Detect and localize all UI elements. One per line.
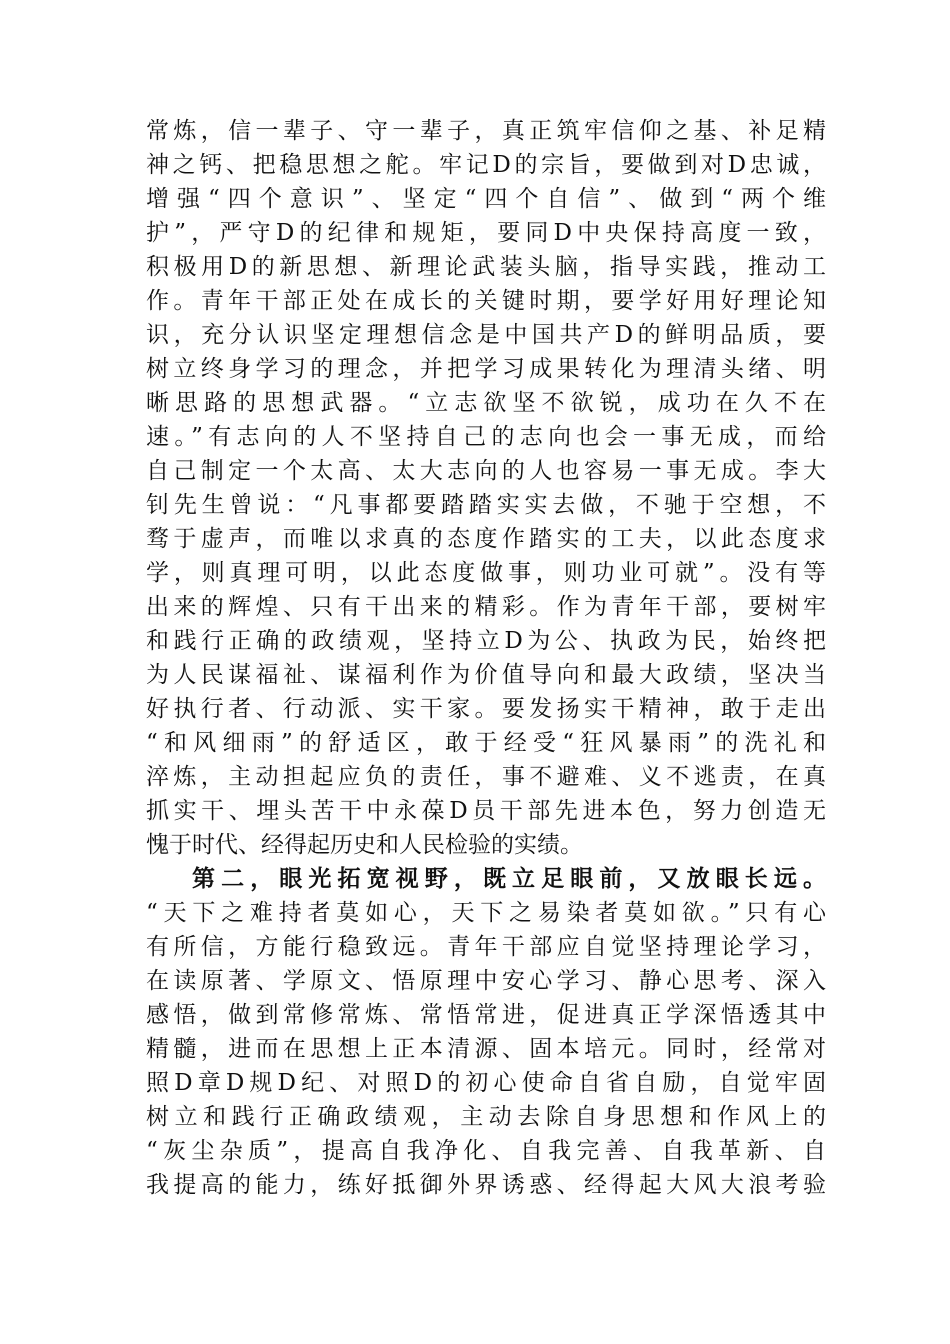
- text-line: 愧于时代、经得起历史和人民检验的实绩。: [146, 832, 583, 858]
- section-heading: 第二，眼光拓宽视野，既立足眼前，又放眼长远。: [192, 865, 826, 892]
- paragraph-1: [146, 114, 826, 862]
- text-line: 和践行正确的政绩观，坚持立D为公、执政为民，始终把: [146, 628, 826, 654]
- text-line: 在读原著、学原文、悟原理中安心学习、静心思考、深入: [146, 968, 826, 994]
- text-line: 速。”有志向的人不坚持自己的志向也会一事无成，而给: [146, 424, 826, 450]
- text-line: 积极用D的新思想、新理论武装头脑，指导实践，推动工: [146, 254, 826, 280]
- text-line: 出来的辉煌、只有干出来的精彩。作为青年干部，要树牢: [146, 594, 826, 620]
- text-line: 骛于虚声，而唯以求真的态度作踏实的工夫，以此态度求: [146, 526, 826, 552]
- text-line: 护”，严守D的纪律和规矩，要同D中央保持高度一致，: [146, 220, 826, 246]
- text-line: 我提高的能力，练好抵御外界诱惑、经得起大风大浪考验: [146, 1172, 826, 1198]
- text-line: “天下之难持者莫如心，天下之易染者莫如欲。”只有心: [146, 900, 826, 926]
- text-line: 钊先生曾说：“凡事都要踏踏实实去做，不驰于空想，不: [146, 492, 826, 518]
- text-line: “和风细雨”的舒适区，敢于经受“狂风暴雨”的洗礼和: [146, 730, 826, 756]
- text-line: 抓实干、埋头苦干中永葆D员干部先进本色，努力创造无: [146, 798, 826, 824]
- text-line: 增强“四个意识”、坚定“四个自信”、做到“两个维: [146, 186, 826, 212]
- text-line: “灰尘杂质”，提高自我净化、自我完善、自我革新、自: [146, 1138, 826, 1164]
- text-line: 为人民谋福祉、谋福利作为价值导向和最大政绩，坚决当: [146, 662, 826, 688]
- text-line: 自己制定一个太高、太大志向的人也容易一事无成。李大: [146, 458, 826, 484]
- text-line: 神之钙、把稳思想之舵。牢记D的宗旨，要做到对D忠诚，: [146, 152, 826, 178]
- text-line: 作。青年干部正处在成长的关键时期，要学好用好理论知: [146, 288, 826, 314]
- text-line: 感悟，做到常修常炼、常悟常进，促进真正学深悟透其中: [146, 1002, 826, 1028]
- text-line: 树立终身学习的理念，并把学习成果转化为理清头绪、明: [146, 356, 826, 382]
- text-line: 常炼，信一辈子、守一辈子，真正筑牢信仰之基、补足精: [146, 118, 826, 144]
- text-line: 树立和践行正确政绩观，主动去除自身思想和作风上的: [146, 1104, 826, 1130]
- paragraph-2: [146, 862, 826, 1202]
- text-line: 晰思路的思想武器。“立志欲坚不欲锐，成功在久不在: [146, 390, 826, 416]
- text-line: 照D章D规D纪、对照D的初心使命自省自励，自觉牢固: [146, 1070, 826, 1096]
- text-line: 有所信，方能行稳致远。青年干部应自觉坚持理论学习，: [146, 934, 826, 960]
- text-line: 学，则真理可明，以此态度做事，则功业可就”。没有等: [146, 560, 826, 586]
- body-text: [146, 114, 826, 1202]
- text-line: 淬炼，主动担起应负的责任，事不避难、义不逃责，在真: [146, 764, 826, 790]
- text-line: 识，充分认识坚定理想信念是中国共产D的鲜明品质，要: [146, 322, 826, 348]
- text-line: 好执行者、行动派、实干家。要发扬实干精神，敢于走出: [146, 696, 826, 722]
- text-line: 精髓，进而在思想上正本清源、固本培元。同时，经常对: [146, 1036, 826, 1062]
